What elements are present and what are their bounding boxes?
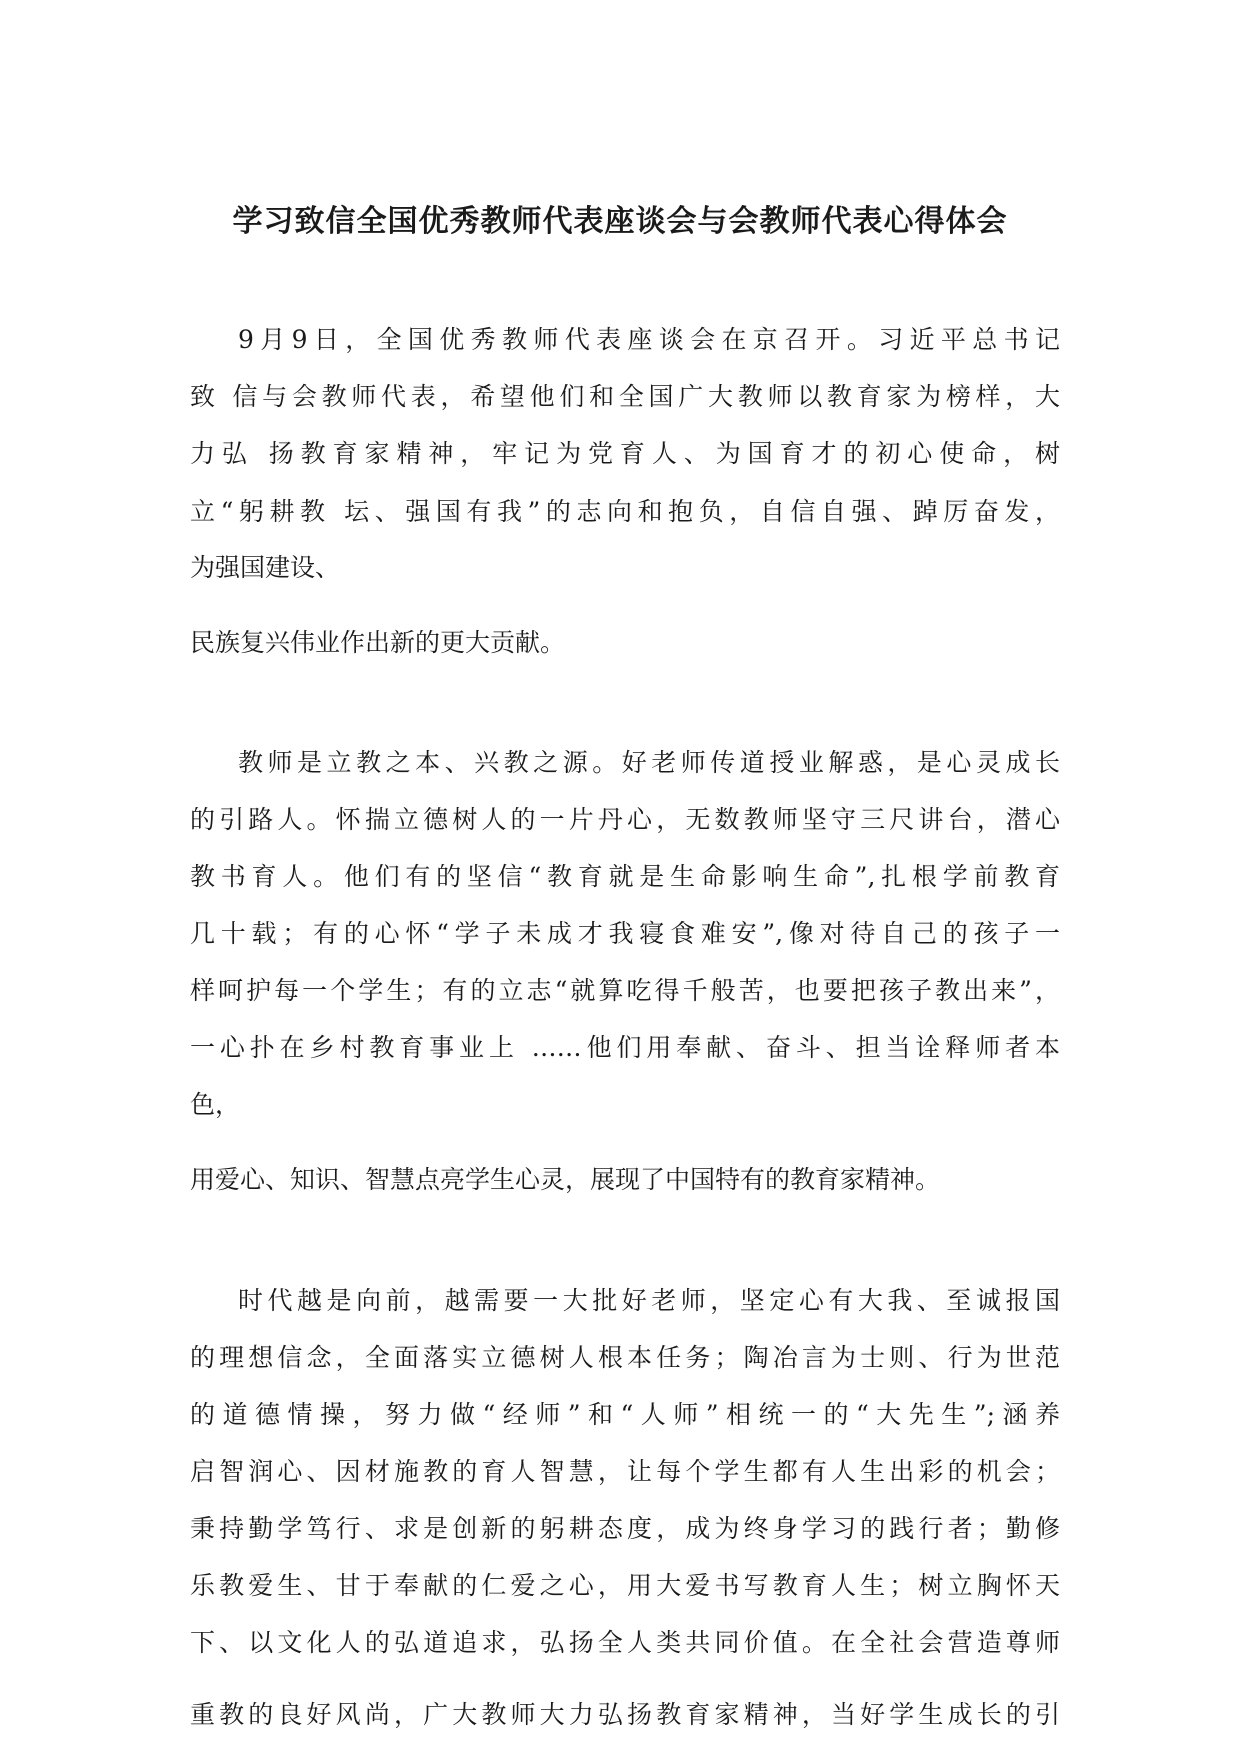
paragraph-line: 民族复兴伟业作出新的更大贡献。 (190, 628, 566, 657)
paragraph-line: 时代越是向前，越需要一大批好老师，坚定心有大我、至诚报国 (238, 1286, 1060, 1315)
paragraph-line: 的理想信念，全面落实立德树人根本任务；陶冶言为士则、行为世范 (190, 1343, 1060, 1372)
paragraph-line: 9月9日，全国优秀教师代表座谈会在京召开。习近平总书记 (238, 325, 1060, 354)
paragraph-line: 一心扑在乡村教育事业上 ……他们用奉献、奋斗、担当诠释师者本 (190, 1033, 1060, 1062)
page-title: 学习致信全国优秀教师代表座谈会与会教师代表心得体会 (232, 204, 1008, 239)
paragraph-line: 力弘 扬教育家精神，牢记为党育人、为国育才的初心使命，树 (190, 439, 1060, 468)
paragraph-line: 几十载；有的心怀“学子未成才我寝食难安”,像对待自己的孩子一 (190, 919, 1060, 948)
paragraph-line: 的引路人。怀揣立德树人的一片丹心，无数教师坚守三尺讲台，潜心 (190, 805, 1060, 834)
paragraph-line: 教师是立教之本、兴教之源。好老师传道授业解惑，是心灵成长 (238, 748, 1060, 777)
paragraph-line: 的道德情操，努力做“经师”和“人师”相统一的“大先生”;涵养 (190, 1400, 1060, 1429)
paragraph-line: 用爱心、知识、智慧点亮学生心灵，展现了中国特有的教育家精神。 (190, 1165, 941, 1194)
paragraph-line: 秉持勤学笃行、求是创新的躬耕态度，成为终身学习的践行者；勤修 (190, 1514, 1060, 1543)
paragraph-line: 为强国建设、 (190, 553, 341, 582)
paragraph-line: 重教的良好风尚，广大教师大力弘扬教育家精神，当好学生成长的引 (190, 1700, 1060, 1729)
paragraph-line: 立“躬耕教 坛、强国有我”的志向和抱负，自信自强、踔厉奋发， (190, 497, 1060, 526)
paragraph-line: 致 信与会教师代表，希望他们和全国广大教师以教育家为榜样，大 (190, 382, 1060, 411)
paragraph-line: 下、以文化人的弘道追求，弘扬全人类共同价值。在全社会营造尊师 (190, 1628, 1060, 1657)
paragraph-line: 启智润心、因材施教的育人智慧，让每个学生都有人生出彩的机会； (190, 1457, 1060, 1486)
paragraph-line: 色， (190, 1090, 241, 1119)
paragraph-line: 乐教爱生、甘于奉献的仁爱之心，用大爱书写教育人生；树立胸怀天 (190, 1571, 1060, 1600)
paragraph-line: 教书育人。他们有的坚信“教育就是生命影响生命”,扎根学前教育 (190, 862, 1060, 891)
paragraph-line: 样呵护每一个学生；有的立志“就算吃得千般苦，也要把孩子教出来”， (190, 976, 1060, 1005)
